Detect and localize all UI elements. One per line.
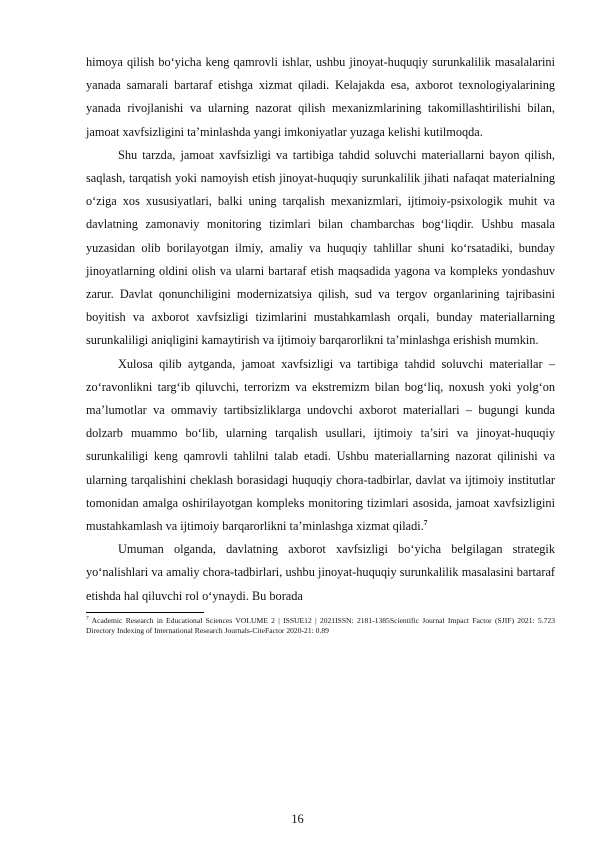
- paragraph-4: Umuman olganda, davlatning axborot xavfsizligi bo‘yicha belgilagan strategik yo‘nalishlari va amaliy chora-tadbirlari, ushbu jinoyat-huquqiy surunkalilik masalasini bartaraf etishda hal qiluvchi rol o‘ynaydi. Bu borada: [86, 542, 555, 603]
- paragraph-2: Shu tarzda, jamoat xavfsizligi va tartibiga tahdid soluvchi materiallarni bayon qilish, saqlash, tarqatish yoki namoyish etish jinoyat-huquqiy surunkalilik jihati nafaqat materialning o‘ziga xos xususiyatlari, balki uning tarqalish mexanizmlari, ijtimoiy-psixologik muhit va davlatning zamonaviy monitoring tizimlari bilan chambarchas bog‘liqdir. Ushbu masala yuzasidan olib borilayotgan ilmiy, amaliy va huquqiy tahlillar shuni ko‘rsatadiki, bunday jinoyatlarning oldini olish va ularni bartaraf etish maqsadida yagona va kompleks yondashuv zarur. Davlat qonunchiligini modernizatsiya qilish, sud va tergov organlarining tajribasini boyitish va axborot xavfsizligi tizimlarini mustahkamlash orqali, bunday materiallarning surunkaliligi aniqligini kamaytirish va ijtimoiy barqarorlikni ta’minlashga erishish mumkin.: [86, 147, 555, 348]
- footnote-separator: [86, 612, 204, 613]
- paragraph-3: [86, 353, 555, 539]
- footnote-text: Academic Research in Educational Sciences VOLUME 2 | ISSUE12 | 2021ISSN: 2181-1385Scientific Journal Impact Factor (SJIF) 2021: 5.723 Directory Indexing of International Research Journals-CiteFactor 2020-21: 0.89: [86, 615, 555, 636]
- paragraph-3-text: Xulosa qilib aytganda, jamoat xavfsizligi va tartibiga tahdid soluvchi materiallar – zo‘ravonlikni targ‘ib qiluvchi, terrorizm va ekstremizm bilan bog‘liq, noxush yoki yolg‘on ma’lumotlar va ommaviy tartibsizliklarga undovchi axborot materiallari – bugungi kunda dolzarb muammo bo‘lib, ularning tarqalish usullari, ijtimoiy ta’siri va jinoyat-huquqiy surunkaliligi keng qamrovli tahlilni talab etadi. Ushbu materiallarning nazorat qilinishi va ularning tarqalishini cheklash borasidagi huquqiy chora-tadbirlar, davlat va ijtimoiy institutlar tomonidan amalga oshirilayotgan kompleks monitoring tizimlari asosida, jamoat xavfsizligini mustahkamlash va ijtimoiy barqarorlikni ta’minlashga xizmat qiladi.: [86, 356, 555, 534]
- page-body: [86, 51, 555, 636]
- footnote: [86, 616, 555, 637]
- page-number: 16: [291, 812, 304, 826]
- footnote-marker: 7: [86, 615, 89, 622]
- footnote-reference[interactable]: 7: [423, 517, 428, 527]
- paragraph-1: himoya qilish bo‘yicha keng qamrovli ishlar, ushbu jinoyat-huquqiy surunkalilik masalalarini yanada samarali bartaraf etishga xizmat qiladi. Kelajakda esa, axborot texnologiyalarining yanada rivojlanishi va ularning nazorat qilish mexanizmlarining takomillashtirilishi bilan, jamoat xavfsizligini ta’minlashda yangi imkoniyatlar yuzaga kelishi kutilmoqda.: [86, 55, 555, 139]
